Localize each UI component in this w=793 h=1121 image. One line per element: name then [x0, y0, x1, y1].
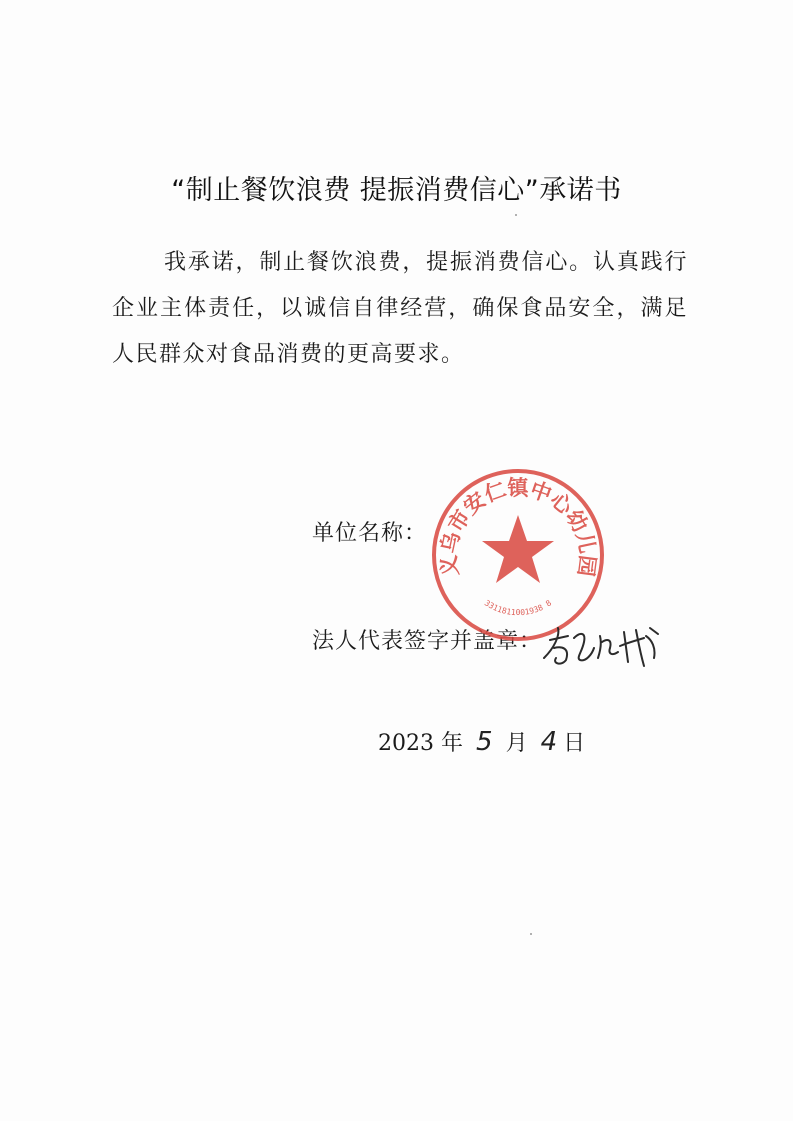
document-title: “制止餐饮浪费 提振消费信心”承诺书: [171, 175, 622, 206]
date-day-unit: 日: [563, 731, 586, 756]
date-line: [378, 726, 585, 757]
date-month-unit: 月: [505, 731, 528, 756]
date-year-unit: 年: [441, 731, 464, 756]
date-day: 4: [540, 727, 558, 757]
seal-code-text: 3311811001938 8: [482, 598, 554, 618]
signature-label: 法人代表签字并盖章：: [312, 629, 543, 654]
date-month: 5: [476, 727, 493, 757]
scan-speck: [530, 933, 532, 935]
unit-name-label: 单位名称：: [312, 521, 428, 546]
date-year: 2023: [378, 731, 434, 756]
official-seal-icon: [430, 467, 606, 643]
commitment-paragraph: 我承诺，制止餐饮浪费，提振消费信心。认真践行企业主体责任，以诚信自律经营，确保食品安全，满足人民群众对食品消费的更高要求。: [112, 250, 688, 367]
scan-speck: [515, 214, 517, 216]
seal-name-text: 义乌市安仁镇中心幼儿园: [435, 475, 601, 578]
handwritten-signature: [540, 618, 670, 670]
